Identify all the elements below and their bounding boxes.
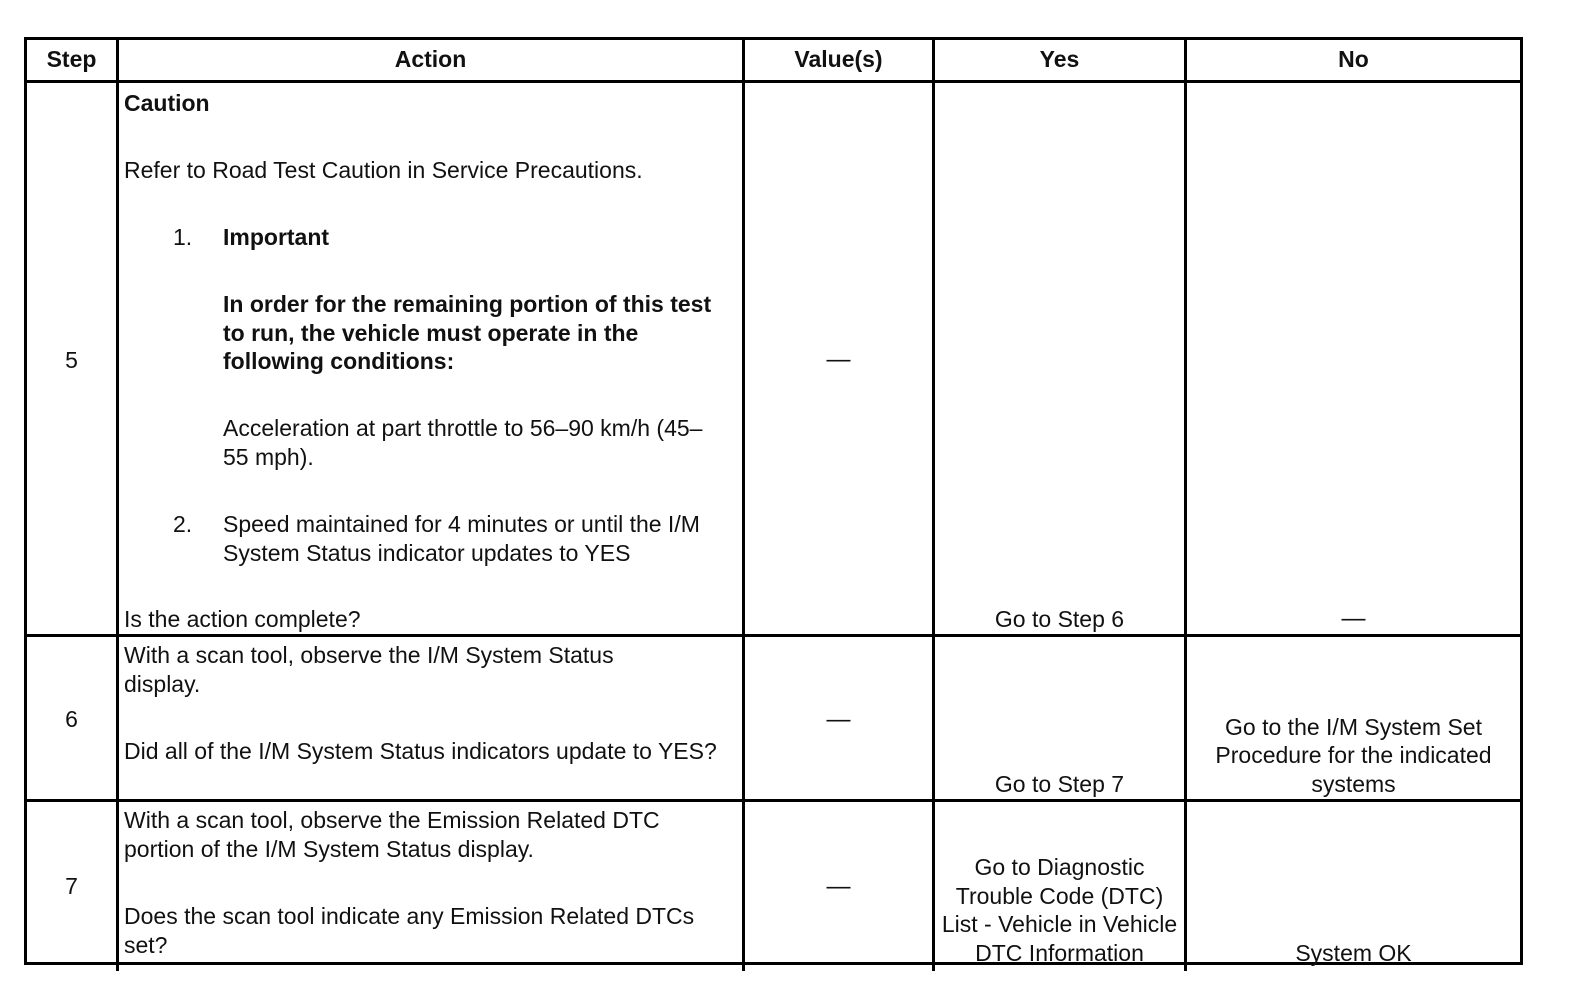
list-number-1: 1. <box>173 224 193 250</box>
yes-cell <box>935 637 1187 802</box>
step-number: 6 <box>65 706 78 733</box>
question-text: Does the scan tool indicate any Emission Related DTCs set? <box>124 903 695 958</box>
step-cell <box>27 802 119 971</box>
action-text: With a scan tool, observe the I/M System Status display. <box>124 642 614 697</box>
yes-cell <box>935 83 1187 637</box>
no-cell <box>1187 637 1520 802</box>
yes-cell <box>935 802 1187 971</box>
no-cell <box>1187 802 1520 971</box>
step-cell <box>27 83 119 637</box>
value-dash: — <box>826 346 851 373</box>
no-text: Go to the I/M System Set Procedure for the indicated systems <box>1215 713 1492 797</box>
no-cell <box>1187 83 1520 637</box>
value-dash: — <box>826 705 851 733</box>
value-cell <box>745 802 935 971</box>
header-yes: Yes <box>935 40 1187 80</box>
no-text: System OK <box>1295 939 1412 966</box>
step-number: 7 <box>65 873 78 900</box>
value-dash: — <box>826 872 851 900</box>
condition-text: Acceleration at part throttle to 56–90 km/h (45–55 mph). <box>223 415 703 470</box>
speed-text: Speed maintained for 4 minutes or until the I/M System Status indicator updates to YES <box>223 511 700 566</box>
no-dash: — <box>1341 604 1366 632</box>
table-row-step-7 <box>27 799 1520 971</box>
yes-text: Go to Step 7 <box>994 770 1125 797</box>
action-cell <box>119 83 745 637</box>
header-step: Step <box>27 40 119 80</box>
value-cell <box>745 83 935 637</box>
header-action: Action <box>119 40 745 80</box>
yes-text: Go to Diagnostic Trouble Code (DTC) List - Vehicle in Vehicle DTC Information <box>941 854 1178 966</box>
caution-text: Refer to Road Test Caution in Service Precautions. <box>124 157 643 183</box>
action-cell <box>119 802 745 971</box>
header-values: Value(s) <box>745 40 935 80</box>
step-number: 5 <box>65 346 78 373</box>
list-number-2: 2. <box>173 511 193 537</box>
important-text: In order for the remaining portion of this test to run, the vehicle must operate in the following conditions: <box>223 291 712 374</box>
value-cell <box>745 637 935 802</box>
action-text: With a scan tool, observe the Emission Related DTC portion of the I/M System Status display. <box>124 807 660 862</box>
question-text: Is the action complete? <box>124 606 361 632</box>
step-cell <box>27 637 119 802</box>
diagnostic-table <box>24 37 1523 965</box>
yes-text: Go to Step 6 <box>994 605 1125 632</box>
table-row-step-5 <box>27 80 1520 637</box>
caution-title: Caution <box>124 90 210 116</box>
table-header-row <box>27 40 1520 80</box>
action-cell <box>119 637 745 802</box>
important-label: Important <box>223 224 330 250</box>
header-no: No <box>1338 46 1369 72</box>
table-row-step-6 <box>27 634 1520 802</box>
question-text: Did all of the I/M System Status indicators update to YES? <box>124 738 717 764</box>
